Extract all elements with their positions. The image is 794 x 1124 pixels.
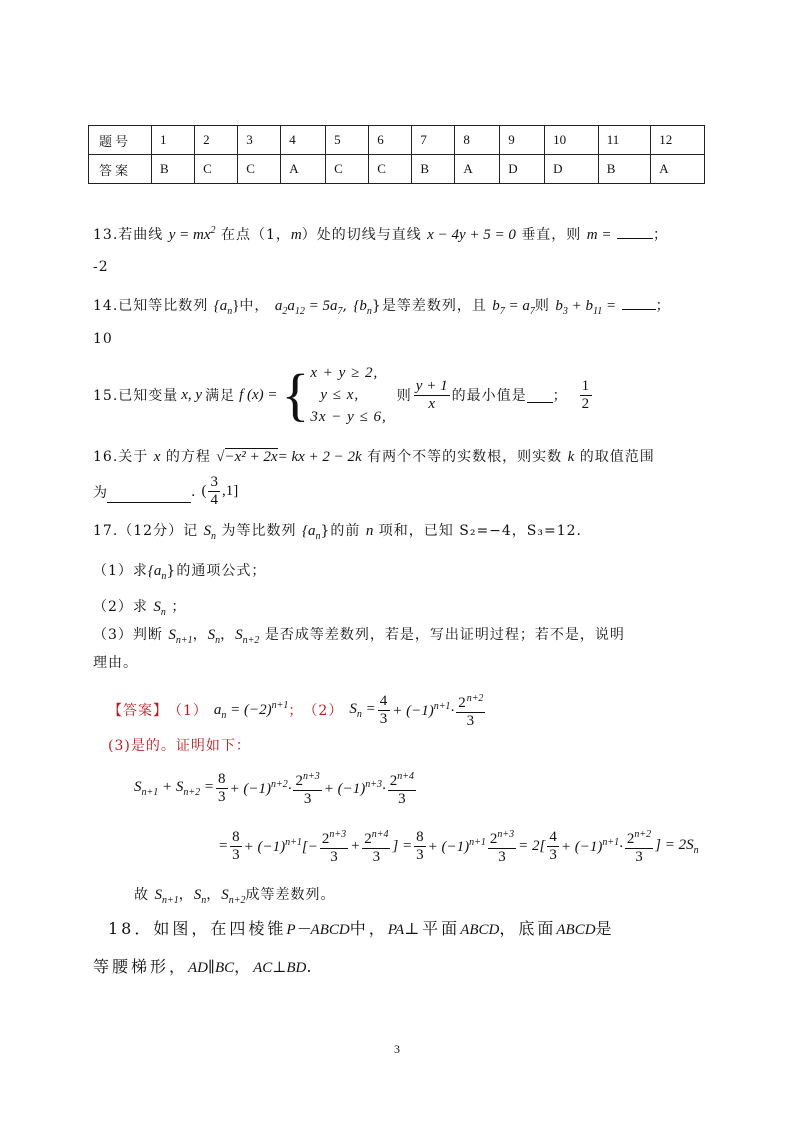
q15-fraction: $\frac{y + 1}{x}$: [415, 377, 448, 412]
table-cell: B: [412, 155, 455, 184]
q17-part3-cont: 理由。: [93, 655, 138, 671]
q13-text: ）处的切线与直线: [301, 227, 422, 243]
table-cell: D: [545, 155, 599, 184]
q17-part2: （2）求 $S_n$ ；: [93, 599, 187, 618]
q17-text: 17.（12分）记: [93, 523, 199, 539]
q17-S: S: [203, 523, 212, 539]
table-cell: 5: [326, 126, 369, 155]
q15-vars: x, y: [181, 386, 203, 403]
q15-system: [310, 362, 386, 428]
table-cell: B: [152, 155, 195, 184]
table-cell: 6: [369, 126, 412, 155]
table-cell: C: [238, 155, 281, 184]
q13-text: 垂直，则: [521, 227, 582, 243]
q15-constraint: x + y ≥ 2,: [310, 365, 379, 381]
table-cell: 9: [500, 126, 545, 155]
table-cell: C: [326, 155, 369, 184]
answer-part: （1）: [168, 703, 208, 719]
q15-brace: {: [281, 362, 311, 427]
q16-answer-open: (: [201, 483, 207, 499]
answer-17-line1: 【答案】 （1） $a_n = (-2)^{n+1}$ ； （2） $S_n$ = $\frac{4}{3}$ + $(-1)^{n+1}\cdot$ $\frac{2^{n+2}}{3}$: [108, 690, 487, 730]
q17-text: 项和，已知: [378, 523, 454, 539]
answer-part: （2）: [303, 703, 344, 719]
table-cell: 12: [651, 126, 705, 155]
question-14: 14.已知等比数列 $\{a_n\}$中， $a_2a_{12} = 5a_7$, $\{b_n\}$是等差数列，且 $b_7 = a_7$则 $b_3 + b_{11}$ = ；: [93, 295, 671, 317]
answer-17-part3: (3)是的。证明如下：: [108, 738, 251, 754]
table-cell: D: [500, 155, 545, 184]
q17-text: （1）求: [93, 563, 148, 579]
table-cell: 10: [545, 126, 599, 155]
q14-end: ；: [655, 298, 671, 314]
q14-eq1: $a_2a_{12} = 5a_7$: [274, 298, 343, 317]
q17-text: 是否成等差数列，若是，写出证明过程；若不是，说明: [264, 627, 625, 643]
q17-given: S₂=−4，S₃=12．: [459, 523, 592, 539]
answer-17-conclusion: 故 $S_{n+1}$，$S_n$，$S_{n+2}$成等差数列。: [134, 887, 336, 906]
q15-blank: [527, 388, 553, 403]
q16-text: 有两个不等的实数根，则实数: [367, 449, 563, 465]
table-row: [89, 126, 705, 155]
q16-k: k: [567, 449, 575, 465]
q16-text: 的方程: [165, 449, 211, 465]
table-row: [89, 155, 705, 184]
table-cell: 4: [281, 126, 326, 155]
table-header-label: 题号: [89, 126, 152, 155]
q15-text: 满足: [205, 388, 236, 404]
q15-text: 则: [396, 388, 412, 404]
q16-text: 为: [93, 484, 107, 501]
answer-tag: 【答案】: [108, 703, 168, 719]
q17-text: }的通项公式；: [166, 563, 267, 579]
q17-part1: （1）求$\{a_n\}$的通项公式；: [93, 563, 267, 582]
table-cell: 2: [195, 126, 238, 155]
table-cell: 11: [598, 126, 651, 155]
q13-text: 在点（1，: [220, 227, 291, 243]
q18-line2: 等腰梯形，AD∥BC，AC⊥BD.: [93, 957, 315, 976]
page-number: 3: [394, 1042, 400, 1056]
q15-constraint: 3x − y ≤ 6,: [310, 409, 387, 425]
table-answer-label: 答案: [89, 155, 152, 184]
q13-end: ；: [652, 227, 668, 243]
q15-end: ；: [552, 388, 568, 404]
q13-prefix: 13.若曲线: [93, 227, 164, 243]
q14-eq3: $b_3 + b_{11}$ =: [555, 298, 617, 317]
question-15: [93, 360, 594, 430]
q14-answer: 10: [93, 331, 113, 347]
table-cell: A: [651, 155, 705, 184]
q16-text: .: [191, 483, 196, 500]
q14-prefix: 14.已知等比数列: [93, 298, 209, 314]
q13-answer: -2: [93, 259, 109, 275]
question-18: 18．如图，在四棱锥P－ABCD中，PA⊥平面ABCD，底面ABCD是: [108, 919, 615, 938]
q17-n: n: [365, 523, 374, 539]
q15-text: 的最小值是: [451, 388, 527, 404]
q14-seq-b: {$b_n$: [353, 298, 372, 317]
q16-blank: [107, 488, 191, 503]
table-cell: A: [455, 155, 500, 184]
table-cell: 8: [455, 126, 500, 155]
question-17: 17.（12分）记 $S_n$ 为等比数列 $\{a_n\}$的前 n 项和，已知 S₂=−4，S₃=12．: [93, 523, 592, 542]
q17-text: （2）求: [93, 599, 148, 615]
answer-table: [88, 125, 705, 184]
q17-text: ；: [171, 599, 187, 615]
q13-blank: [617, 224, 653, 239]
q16-text: 的取值范围: [579, 449, 655, 465]
table-cell: A: [281, 155, 326, 184]
q14-eq2: $b_7 = a_7$: [492, 298, 535, 317]
q17-part3: （3）判断 $S_{n+1}$，$S_n$，$S_{n+2}$ 是否成等差数列，若是，写出证明过程；若不是，说明: [93, 627, 625, 646]
q13-lhs: m =: [586, 227, 612, 243]
q13-m: m: [290, 227, 302, 243]
q16-answer-frac: $\frac{3}{4}$: [210, 474, 218, 508]
answer-sep: ；: [288, 703, 304, 719]
q17-text: }的前: [320, 523, 361, 539]
table-cell: C: [369, 155, 412, 184]
q15-constraint: y ≤ x,: [320, 387, 360, 403]
table-cell: 7: [412, 126, 455, 155]
table-cell: 1: [152, 126, 195, 155]
question-13: [93, 224, 668, 244]
q16-equation: √−x² + 2x= kx + 2 − 2k: [216, 449, 362, 465]
q16-answer-rest: ,1]: [221, 483, 239, 499]
answer-17-eq2: = $\frac{8}{3}$ + $(-1)^{n+1}[-$ $\frac{2^{n+3}}{3}$ + $\frac{2^{n+4}}{3}$ ] = $\frac{8}{3}$ + $(-1)^{n+1}$ $\frac{2^{n+3}}{3}$ = 2[ $\frac{4}{3}$ + $(-1)^{n+1}\cdot$ $\frac{2^{n+2}}{3}$ ] = $2S_n$: [218, 826, 699, 866]
q14-text: }是等差数列，且: [371, 298, 487, 314]
q15-prefix: 15.已知变量: [93, 388, 179, 404]
q16-x: x: [153, 449, 161, 465]
q17-seq: {a: [301, 523, 316, 539]
q16-prefix: 16.关于: [93, 449, 149, 465]
q17-text: （3）判断: [93, 627, 163, 643]
table-cell: B: [598, 155, 651, 184]
q14-text: 则: [534, 298, 550, 314]
q15-fx: f (x) =: [239, 386, 278, 403]
q15-answer: $\frac{1}{2}$: [581, 377, 591, 412]
q13-line-eq: x − 4y + 5 = 0: [427, 227, 516, 243]
q14-seq-a: {$a_n$: [213, 298, 233, 317]
q16-line2: [93, 474, 238, 509]
table-cell: C: [195, 155, 238, 184]
q14-text: 中，: [239, 298, 270, 314]
question-16: [93, 446, 655, 466]
q14-text: ,: [342, 298, 348, 314]
table-cell: 3: [238, 126, 281, 155]
q13-curve: $y = mx^2$: [168, 225, 216, 243]
q14-blank: [622, 295, 656, 310]
q17-text: 为等比数列: [221, 523, 297, 539]
answer-17-eq1: $S_{n+1} + S_{n+2}$ = $\frac{8}{3}$ + $(-1)^{n+2}\cdot$ $\frac{2^{n+3}}{3}$ + $(-1)^{n+3}\cdot$ $\frac{2^{n+4}}{3}$: [134, 768, 418, 808]
